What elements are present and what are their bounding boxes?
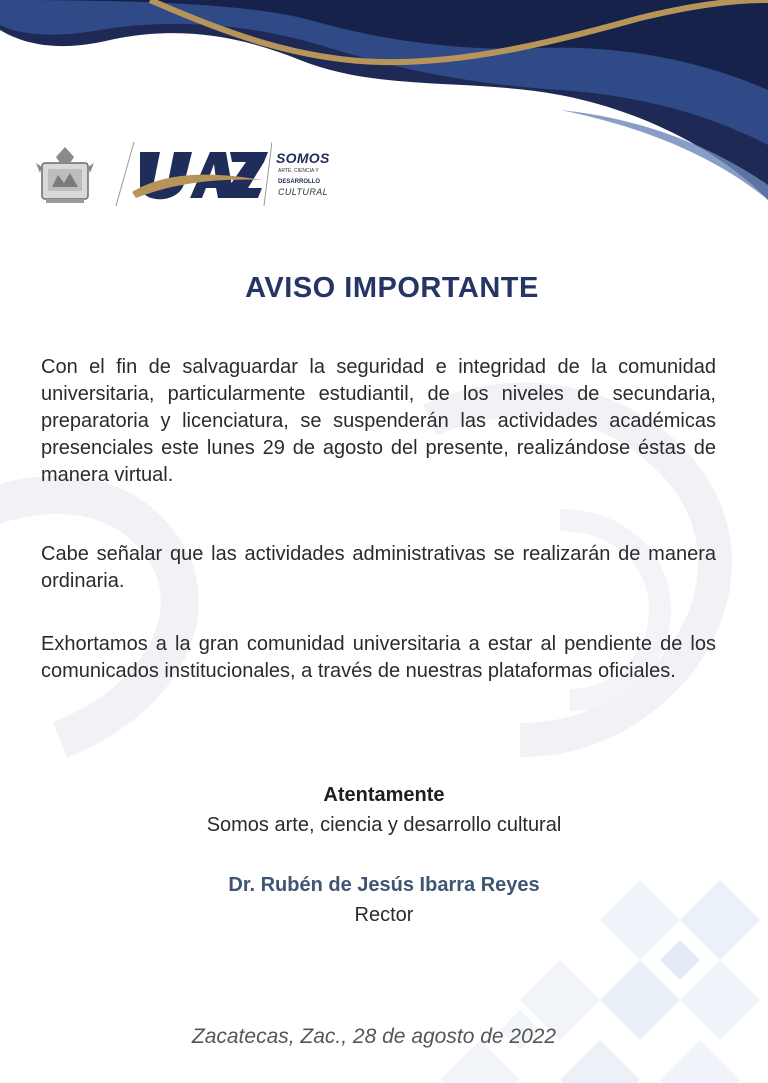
notice-paragraph-2: Cabe señalar que las actividades administrativas se realizarán de manera ordinaria. (41, 543, 716, 592)
slogan-somos: SOMOS (276, 150, 330, 166)
notice-title: AVISO IMPORTANTE (245, 272, 539, 304)
university-seal-icon (34, 143, 96, 207)
slogan-arte-ciencia: ARTE, CIENCIA Y (278, 168, 319, 174)
closing-motto: Somos arte, ciencia y desarrollo cultural (206, 814, 562, 836)
uaz-logo (112, 140, 272, 210)
place-and-date: Zacatecas, Zac., 28 de agosto de 2022 (191, 1025, 557, 1048)
signatory-name: Dr. Rubén de Jesús Ibarra Reyes (228, 874, 540, 896)
slogan-block (276, 150, 356, 204)
slogan-cultural: CULTURAL (278, 187, 329, 197)
slogan-desarrollo: DESARROLLO (278, 179, 320, 185)
notice-paragraph-3: Exhortamos a la gran comunidad universitaria a estar al pendiente de los comunicados institucionales, a través de nuestras plataformas oficiales. (41, 633, 716, 682)
watermark-arc-1 (0, 495, 180, 740)
notice-paragraph-1: Con el fin de salvaguardar la seguridad e integridad de la comunidad universitaria, particularmente estudiantil, de los niveles de secundaria, preparatoria y licenciatura, se suspenderán las actividades académicas presenciales este lunes 29 de agosto del presente, realizándose éstas de manera virtual. (41, 356, 716, 486)
closing-salutation: Atentamente (323, 784, 445, 806)
signatory-position: Rector (354, 904, 414, 926)
